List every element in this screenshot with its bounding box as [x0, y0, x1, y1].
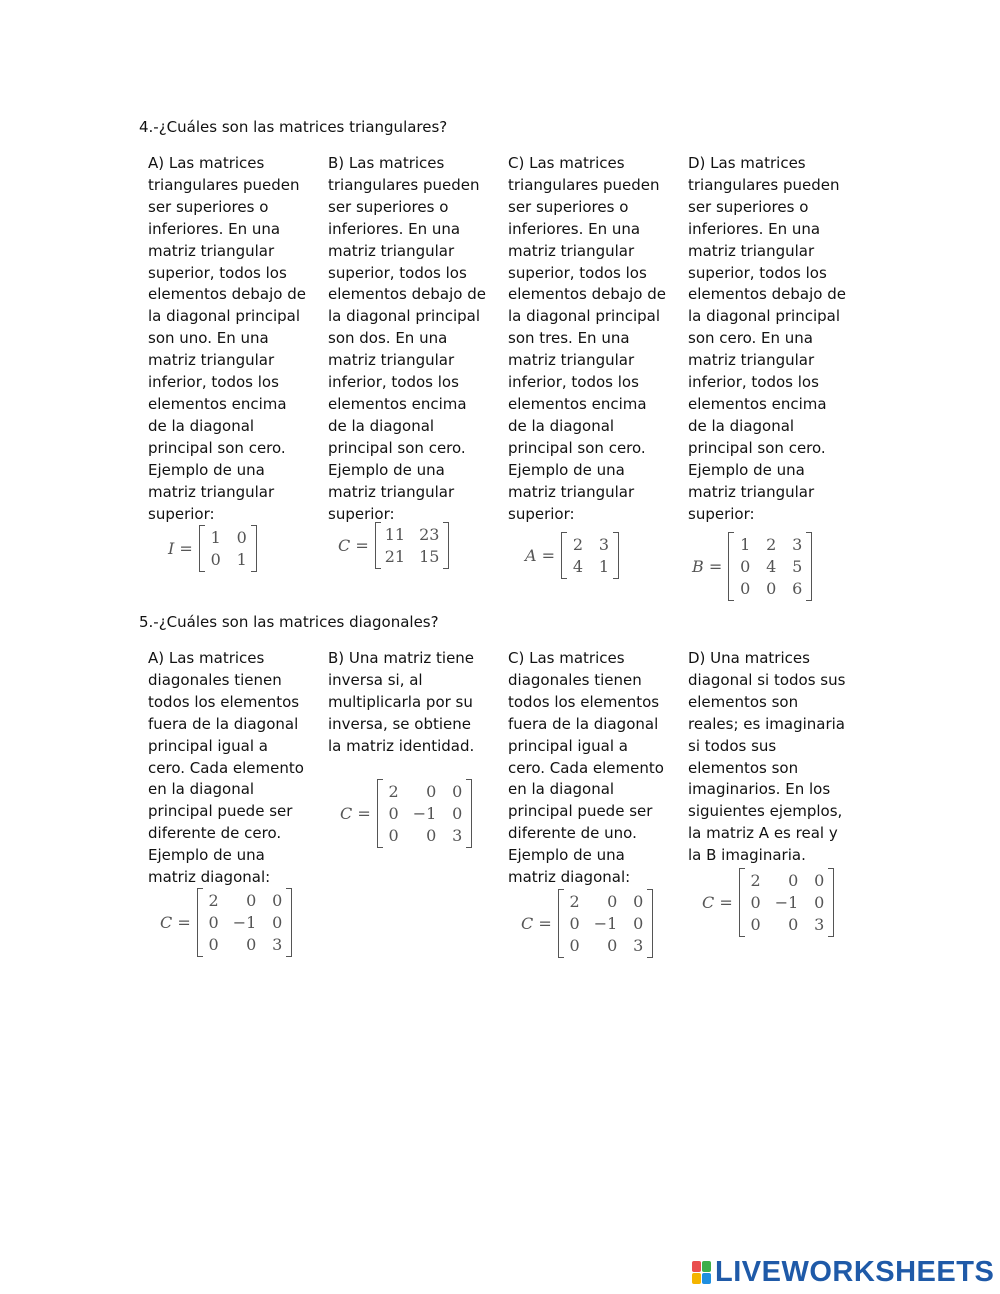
- q4-option-d[interactable]: D) Las matrices triangulares pueden ser superiores o inferiores. En una matriz triangular superior, todos los elementos debajo de la diagonal principal son cero. En una matriz triangular inferior, todos los elementos encima de la diagonal principal son cero. Ejemplo de una matriz triangular superior:: [688, 154, 846, 523]
- matrix-cell: 2: [572, 535, 584, 554]
- q4-option-a[interactable]: A) Las matrices triangulares pueden ser superiores o inferiores. En una matriz triangular superior, todos los elementos debajo de la diagonal principal son uno. En una matriz triangular inferior, todos los elementos encima de la diagonal principal son cero. Ejemplo de una matriz triangular superior:: [148, 154, 306, 523]
- matrix-cell: 0: [814, 893, 825, 912]
- matrix-cell: 1: [740, 535, 751, 554]
- matrix-cell: 0: [607, 892, 618, 911]
- matrix-cell: 1: [210, 528, 221, 547]
- matrix-lhs: B =: [692, 557, 723, 576]
- matrix-cell: 0: [246, 935, 257, 954]
- matrix-cell: 0: [452, 782, 463, 801]
- liveworksheets-logo: [692, 1256, 994, 1289]
- matrix-cell: 0: [766, 579, 777, 598]
- matrix-cell: 3: [272, 935, 283, 954]
- matrix-cell: 3: [452, 826, 463, 845]
- q4-matrix-c: [525, 532, 619, 579]
- matrix-cells: [205, 525, 251, 572]
- matrix-cell: 0: [452, 804, 463, 823]
- question-4-title: 4.-¿Cuáles son las matrices triangulares?: [139, 118, 448, 136]
- q5-matrix-d: [702, 868, 834, 937]
- matrix-cell: 0: [569, 914, 580, 933]
- matrix-cell: 0: [750, 893, 761, 912]
- matrix-cells: [567, 532, 613, 579]
- matrix-cell: 0: [272, 891, 283, 910]
- matrix-lhs: C =: [338, 536, 369, 555]
- matrix-cell: 0: [814, 871, 825, 890]
- matrix-cell: 0: [208, 935, 219, 954]
- matrix-lhs: I =: [168, 539, 193, 558]
- matrix-cells: [564, 889, 648, 958]
- matrix-cell: 4: [572, 557, 584, 576]
- matrix-cell: 0: [388, 826, 399, 845]
- logo-text: LIVEWORKSHEETS: [715, 1256, 995, 1288]
- matrix-cell: 5: [792, 557, 803, 576]
- matrix-cell: 0: [426, 782, 437, 801]
- matrix-cell: 2: [208, 891, 219, 910]
- q5-option-d[interactable]: D) Una matrices diagonal si todos sus elementos son reales; es imaginaria si todos sus elementos son imaginarios. En los siguientes ejemplos, la matriz A es real y la B imaginaria.: [688, 649, 846, 865]
- matrix-cell: 0: [633, 914, 644, 933]
- matrix-cell: 0: [426, 826, 437, 845]
- matrix-lhs: C =: [702, 893, 733, 912]
- matrix-cell: 3: [598, 535, 610, 554]
- matrix-cell: 3: [814, 915, 825, 934]
- matrix-lhs: C =: [521, 914, 552, 933]
- matrix-cell: −1: [232, 913, 257, 932]
- matrix-cell: 1: [598, 557, 610, 576]
- matrix-cell: 0: [788, 871, 799, 890]
- matrix-cell: −1: [412, 804, 437, 823]
- matrix-cell: 21: [384, 547, 406, 566]
- matrix-cell: 0: [633, 892, 644, 911]
- q4-matrix-a: [168, 525, 257, 572]
- q4-matrix-b: [338, 522, 449, 569]
- logo-mark-icon: [692, 1261, 711, 1284]
- q5-option-c[interactable]: C) Las matrices diagonales tienen todos los elementos fuera de la diagonal principal igual a cero. Cada elemento en la diagonal principal puede ser diferente de uno. Ejemplo de una matriz diagonal:: [508, 649, 664, 887]
- matrix-cell: 0: [236, 528, 247, 547]
- matrix-cell: 4: [766, 557, 777, 576]
- matrix-cell: 0: [740, 579, 751, 598]
- matrix-cell: 2: [569, 892, 580, 911]
- matrix-cell: 6: [792, 579, 803, 598]
- matrix-cell: 0: [210, 550, 221, 569]
- matrix-cell: 0: [607, 936, 618, 955]
- matrix-cell: 15: [419, 547, 440, 566]
- q4-option-c[interactable]: C) Las matrices triangulares pueden ser superiores o inferiores. En una matriz triangular superior, todos los elementos debajo de la diagonal principal son tres. En una matriz triangular inferior, todos los elementos encima de la diagonal principal son cero. Ejemplo de una matriz triangular superior:: [508, 154, 666, 523]
- q5-matrix-a: [160, 888, 292, 957]
- matrix-cell: 2: [750, 871, 761, 890]
- matrix-cell: 23: [419, 525, 440, 544]
- matrix-cell: −1: [774, 893, 799, 912]
- q4-matrix-d: [692, 532, 812, 601]
- matrix-cell: −1: [593, 914, 618, 933]
- q4-option-b[interactable]: B) Las matrices triangulares pueden ser superiores o inferiores. En una matriz triangular superior, todos los elementos debajo de la diagonal principal son dos. En una matriz triangular inferior, todos los elementos encima de la diagonal principal son cero. Ejemplo de una matriz triangular superior:: [328, 154, 486, 523]
- matrix-cell: 0: [569, 936, 580, 955]
- q5-matrix-b: [340, 779, 472, 848]
- matrix-cells: [734, 532, 806, 601]
- matrix-cell: 2: [766, 535, 777, 554]
- matrix-cell: 0: [388, 804, 399, 823]
- matrix-cells: [381, 522, 444, 569]
- q5-option-a[interactable]: A) Las matrices diagonales tienen todos los elementos fuera de la diagonal principal igual a cero. Cada elemento en la diagonal principal puede ser diferente de cero. Ejemplo de una matriz diagonal:: [148, 649, 304, 887]
- q5-option-b[interactable]: B) Una matriz tiene inversa si, al multiplicarla por su inversa, se obtiene la matriz identidad.: [328, 649, 475, 755]
- question-5-title: 5.-¿Cuáles son las matrices diagonales?: [139, 613, 439, 631]
- matrix-cell: 0: [208, 913, 219, 932]
- matrix-cell: 2: [388, 782, 399, 801]
- matrix-cells: [745, 868, 829, 937]
- matrix-lhs: A =: [525, 546, 556, 565]
- matrix-cell: 11: [384, 525, 406, 544]
- matrix-cell: 0: [272, 913, 283, 932]
- matrix-cell: 3: [792, 535, 803, 554]
- matrix-lhs: C =: [160, 913, 191, 932]
- matrix-lhs: C =: [340, 804, 371, 823]
- matrix-cell: 0: [740, 557, 751, 576]
- q5-matrix-c: [521, 889, 653, 958]
- matrix-cell: 1: [236, 550, 247, 569]
- matrix-cell: 0: [750, 915, 761, 934]
- matrix-cells: [383, 779, 467, 848]
- matrix-cell: 0: [246, 891, 257, 910]
- matrix-cells: [203, 888, 287, 957]
- matrix-cell: 3: [633, 936, 644, 955]
- matrix-cell: 0: [788, 915, 799, 934]
